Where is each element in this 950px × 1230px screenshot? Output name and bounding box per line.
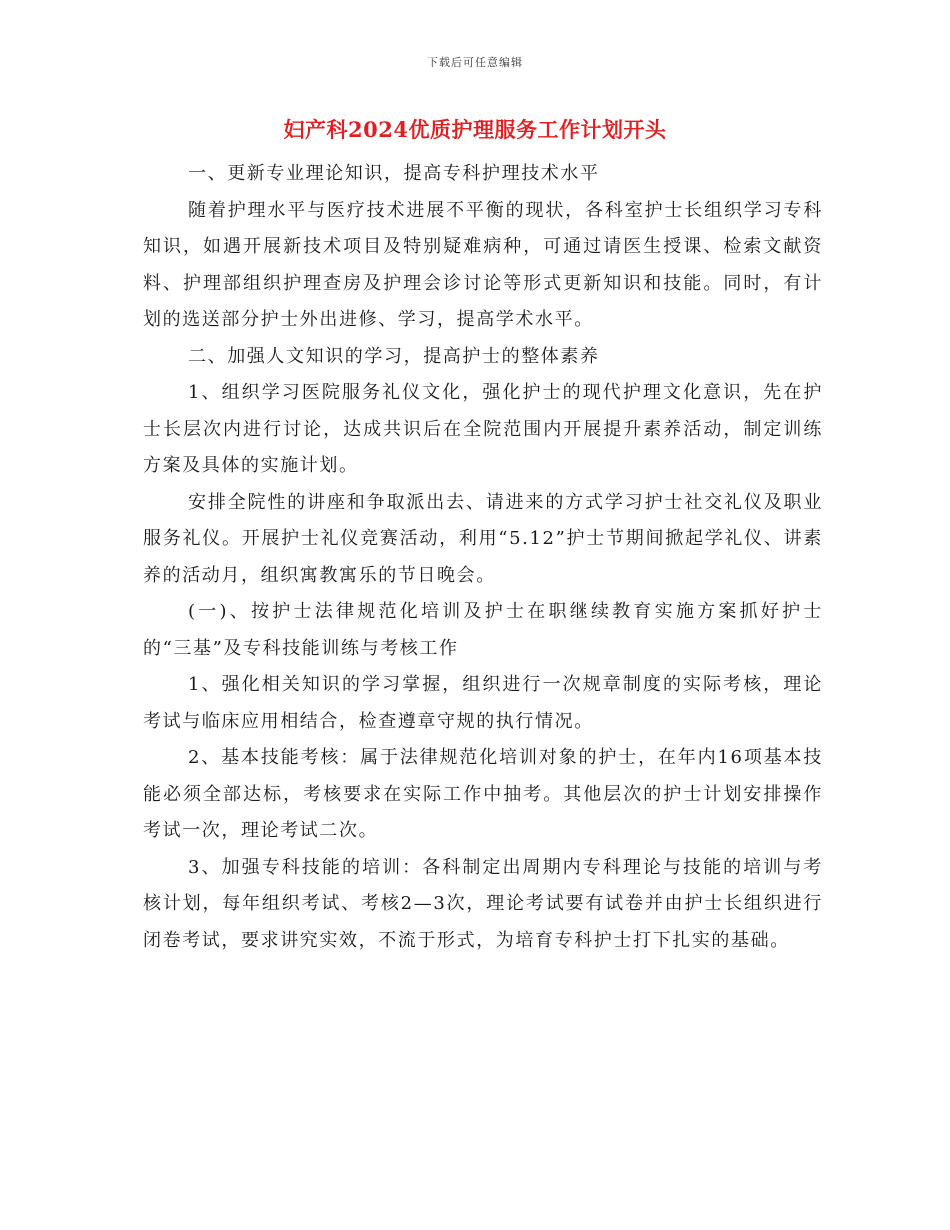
body-paragraph: 1、强化相关知识的学习掌握，组织进行一次规章制度的实际考核，理论考试与临床应用相结合，检查遵章守规的执行情况。: [143, 674, 823, 732]
document-title: 妇产科2024优质护理服务工作计划开头: [283, 117, 667, 142]
document-body: [143, 156, 823, 959]
subsection-heading: (一)、按护士法律规范化培训及护士在职继续教育实施方案抓好护士的“三基”及专科技能训练与考核工作: [143, 601, 823, 659]
body-paragraph: 随着护理水平与医疗技术进展不平衡的现状，各科室护士长组织学习专科知识，如遇开展新技术项目及特别疑难病种，可通过请医生授课、检索文献资料、护理部组织护理查房及护理会诊讨论等形式更新知识和技能。同时，有计划的选送部分护士外出进修、学习，提高学术水平。: [143, 199, 823, 330]
body-paragraph: 3、加强专科技能的培训：各科制定出周期内专科理论与技能的培训与考核计划，每年组织考试、考核2—3次，理论考试要有试卷并由护士长组织进行闭卷考试，要求讲究实效，不流于形式，为培育专科护士打下扎实的基础。: [143, 856, 823, 951]
body-paragraph: 1、组织学习医院服务礼仪文化，强化护士的现代护理文化意识，先在护士长层次内进行讨论，达成共识后在全院范围内开展提升素养活动，制定训练方案及具体的实施计划。: [143, 382, 823, 476]
body-paragraph: 2、基本技能考核：属于法律规范化培训对象的护士，在年内16项基本技能必须全部达标，考核要求在实际工作中抽考。其他层次的护士计划安排操作考试一次，理论考试二次。: [143, 747, 823, 841]
header-note: 下载后可任意编辑: [427, 56, 523, 69]
section-heading-1: 一、更新专业理论知识，提高专科护理技术水平: [188, 163, 600, 184]
section-heading-2: 二、加强人文知识的学习，提高护士的整体素养: [188, 345, 600, 367]
body-paragraph: 安排全院性的讲座和争取派出去、请进来的方式学习护士社交礼仪及职业服务礼仪。开展护士礼仪竞赛活动，利用“5.12”护士节期间掀起学礼仪、讲素养的活动月，组织寓教寓乐的节日晚会。: [143, 491, 823, 586]
